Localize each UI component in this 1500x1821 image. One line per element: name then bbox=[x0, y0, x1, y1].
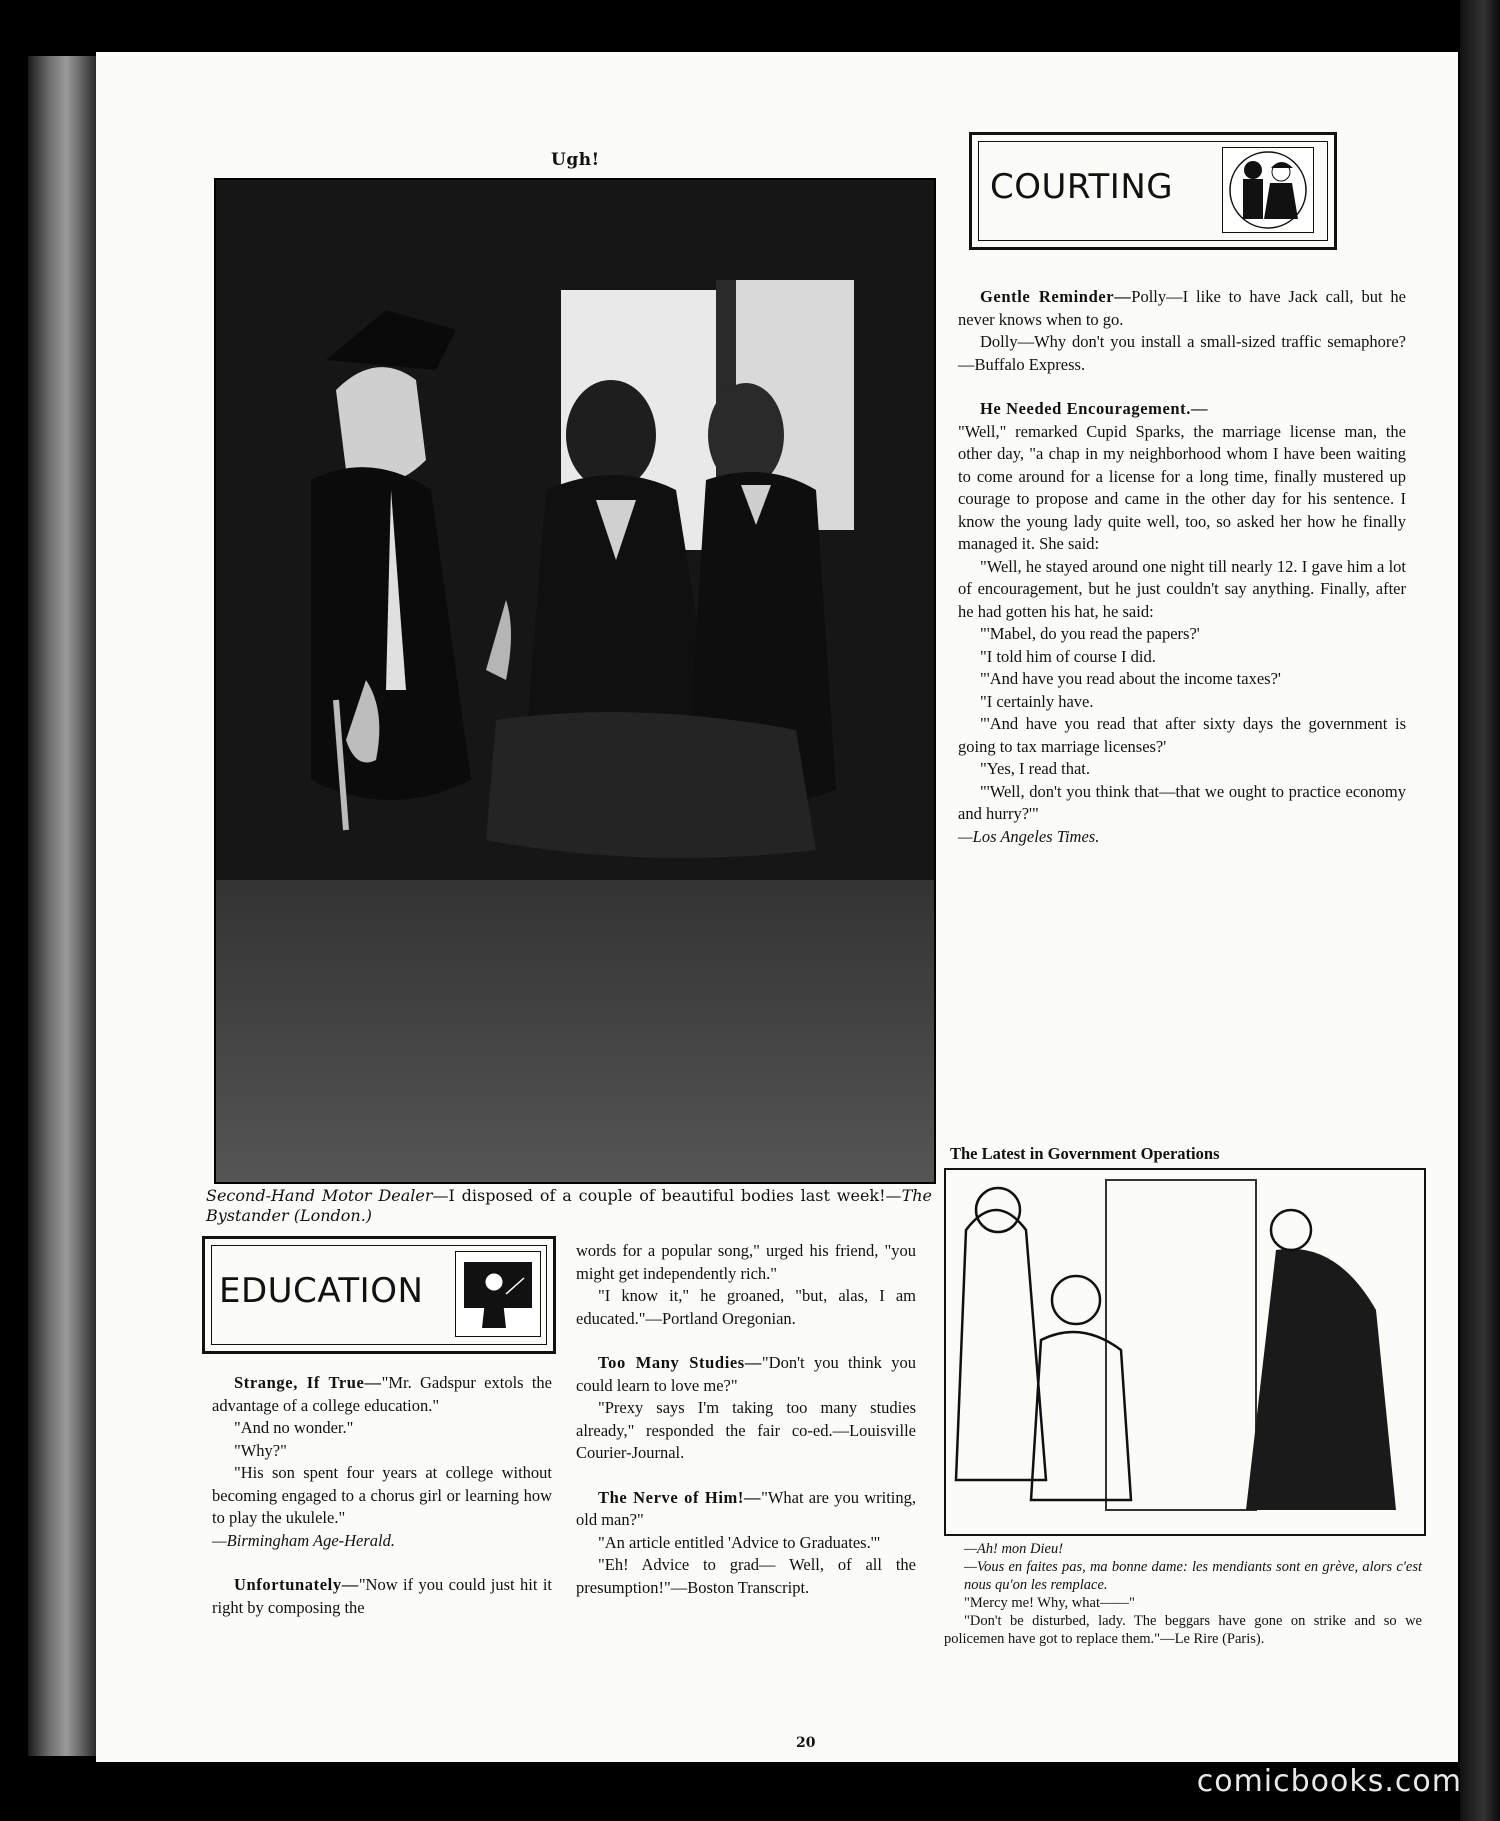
courting-story-2-p6: "I certainly have. bbox=[980, 691, 1094, 711]
education-story-2-headline: Unfortunately— bbox=[234, 1575, 359, 1594]
couple-icon bbox=[1222, 147, 1314, 233]
education-story-2-p1: "Now if you could just hit it right by composing the bbox=[212, 1575, 552, 1617]
courting-story-2-headline: He Needed Encouragement.— bbox=[980, 399, 1209, 418]
education-story-1-p3: "Why?" bbox=[234, 1440, 287, 1460]
page-number: 20 bbox=[796, 1735, 816, 1751]
gov-caption-1: —Ah! mon Dieu! bbox=[964, 1541, 1064, 1557]
education-story-1-p1: "Mr. Gadspur extols the advantage of a college education." bbox=[212, 1373, 553, 1415]
education-story-4-headline: The Nerve of Him!— bbox=[598, 1487, 762, 1507]
education-story-4-p1: "What are you writing, old man?" bbox=[576, 1487, 916, 1529]
courting-story-2-p7: "'And have you read that after sixty days the government is going to tax marriage licenses?' bbox=[958, 714, 1406, 756]
courting-story-2-p4: "I told him of course I did. bbox=[980, 646, 1156, 666]
courting-story-2-p3: "'Mabel, do you read the papers?' bbox=[980, 624, 1200, 643]
train-compartment-illustration bbox=[216, 180, 934, 1182]
watermark: comicbooks.com bbox=[1196, 1764, 1462, 1799]
government-cartoon-caption bbox=[944, 1540, 1422, 1648]
gov-caption-2: —Vous en faites pas, ma bonne dame: les mendiants sont en grève, alors c'est nous qu'on les remplace. bbox=[964, 1559, 1422, 1593]
courting-story-1-p2: Dolly—Why don't you install a small-sized traffic semaphore?—Buffalo Express. bbox=[958, 332, 1406, 374]
caption-text: —I disposed of a couple of beautiful bodies last week!— bbox=[432, 1186, 902, 1205]
education-story-2-cont2: "I know it," he groaned, "but, alas, I am educated."—Portland Oregonian. bbox=[576, 1286, 916, 1328]
education-column-2 bbox=[576, 1240, 916, 1599]
cartoon-title: Ugh! bbox=[551, 150, 600, 170]
courting-column bbox=[958, 286, 1406, 848]
education-story-1-p2: "And no wonder." bbox=[234, 1418, 354, 1437]
caption-source: The Bystander (London.) bbox=[206, 1186, 933, 1225]
courting-label: COURTING bbox=[990, 167, 1174, 207]
gov-caption-4: "Don't be disturbed, lady. The beggars have gone on strike and so we policemen have got to replace them."—Le Rire (Paris). bbox=[944, 1613, 1422, 1647]
courting-story-1-headline: Gentle Reminder— bbox=[980, 287, 1132, 306]
courting-story-2-source: —Los Angeles Times. bbox=[958, 826, 1100, 846]
government-cartoon-illustration bbox=[944, 1168, 1426, 1536]
education-story-4-p2: "An article entitled 'Advice to Graduates.'" bbox=[598, 1532, 881, 1552]
teacher-blackboard-icon bbox=[455, 1251, 541, 1337]
book-spine-left bbox=[28, 56, 98, 1756]
education-story-3-p2: "Prexy says I'm taking too many studies already," responded the fair co-ed.—Louisville Courier-Journal. bbox=[576, 1398, 916, 1462]
education-column-1 bbox=[212, 1372, 552, 1619]
courting-story-2-p8: "Yes, I read that. bbox=[980, 759, 1090, 778]
caption-speaker: Second-Hand Motor Dealer bbox=[206, 1186, 433, 1205]
courting-story-1-p1: Polly—I like to have Jack call, but he never knows when to go. bbox=[958, 287, 1406, 329]
government-cartoon-title: The Latest in Government Operations bbox=[950, 1144, 1220, 1163]
courting-story-2-p5: "'And have you read about the income taxes?' bbox=[980, 669, 1281, 688]
gov-caption-3: "Mercy me! Why, what——" bbox=[964, 1595, 1135, 1611]
magazine-page bbox=[96, 52, 1458, 1762]
cartoon-illustration bbox=[214, 178, 936, 1184]
education-story-3-p1: "Don't you think you could learn to love me?" bbox=[576, 1353, 916, 1395]
education-story-1-p4: "His son spent four years at college without becoming engaged to a chorus girl or learning how to play the ukulele." bbox=[212, 1463, 552, 1527]
education-label: EDUCATION bbox=[219, 1271, 424, 1311]
courting-header bbox=[969, 132, 1337, 250]
book-edge-right bbox=[1460, 0, 1500, 1821]
cartoon-caption bbox=[206, 1186, 932, 1226]
education-story-2-cont: words for a popular song," urged his friend, "you might get independently rich." bbox=[576, 1241, 916, 1283]
education-story-4-p3: "Eh! Advice to grad— Well, of all the presumption!"—Boston Transcript. bbox=[576, 1555, 916, 1597]
education-header bbox=[202, 1236, 556, 1354]
education-story-1-source: —Birmingham Age-Herald. bbox=[212, 1530, 396, 1550]
courting-story-2-p1: "Well," remarked Cupid Sparks, the marriage license man, the other day, "a chap in my neighborhood whom I have been waiting to come around for a license for a long time, finally mustered up courage to propose and came in the other day for his sentence. I know the young lady quite well, too, so asked her how he finally managed it. She said: bbox=[958, 421, 1406, 553]
courting-story-2-p2: "Well, he stayed around one night till nearly 12. I gave him a lot of encouragement, but he just couldn't say anything. Finally, after he had gotten his hat, he said: bbox=[958, 556, 1406, 621]
courting-story-2-p9: "'Well, don't you think that—that we ought to practice economy and hurry?'" bbox=[958, 781, 1406, 823]
education-story-3-headline: Too Many Studies— bbox=[598, 1353, 762, 1372]
education-story-1-headline: Strange, If True— bbox=[234, 1373, 382, 1392]
